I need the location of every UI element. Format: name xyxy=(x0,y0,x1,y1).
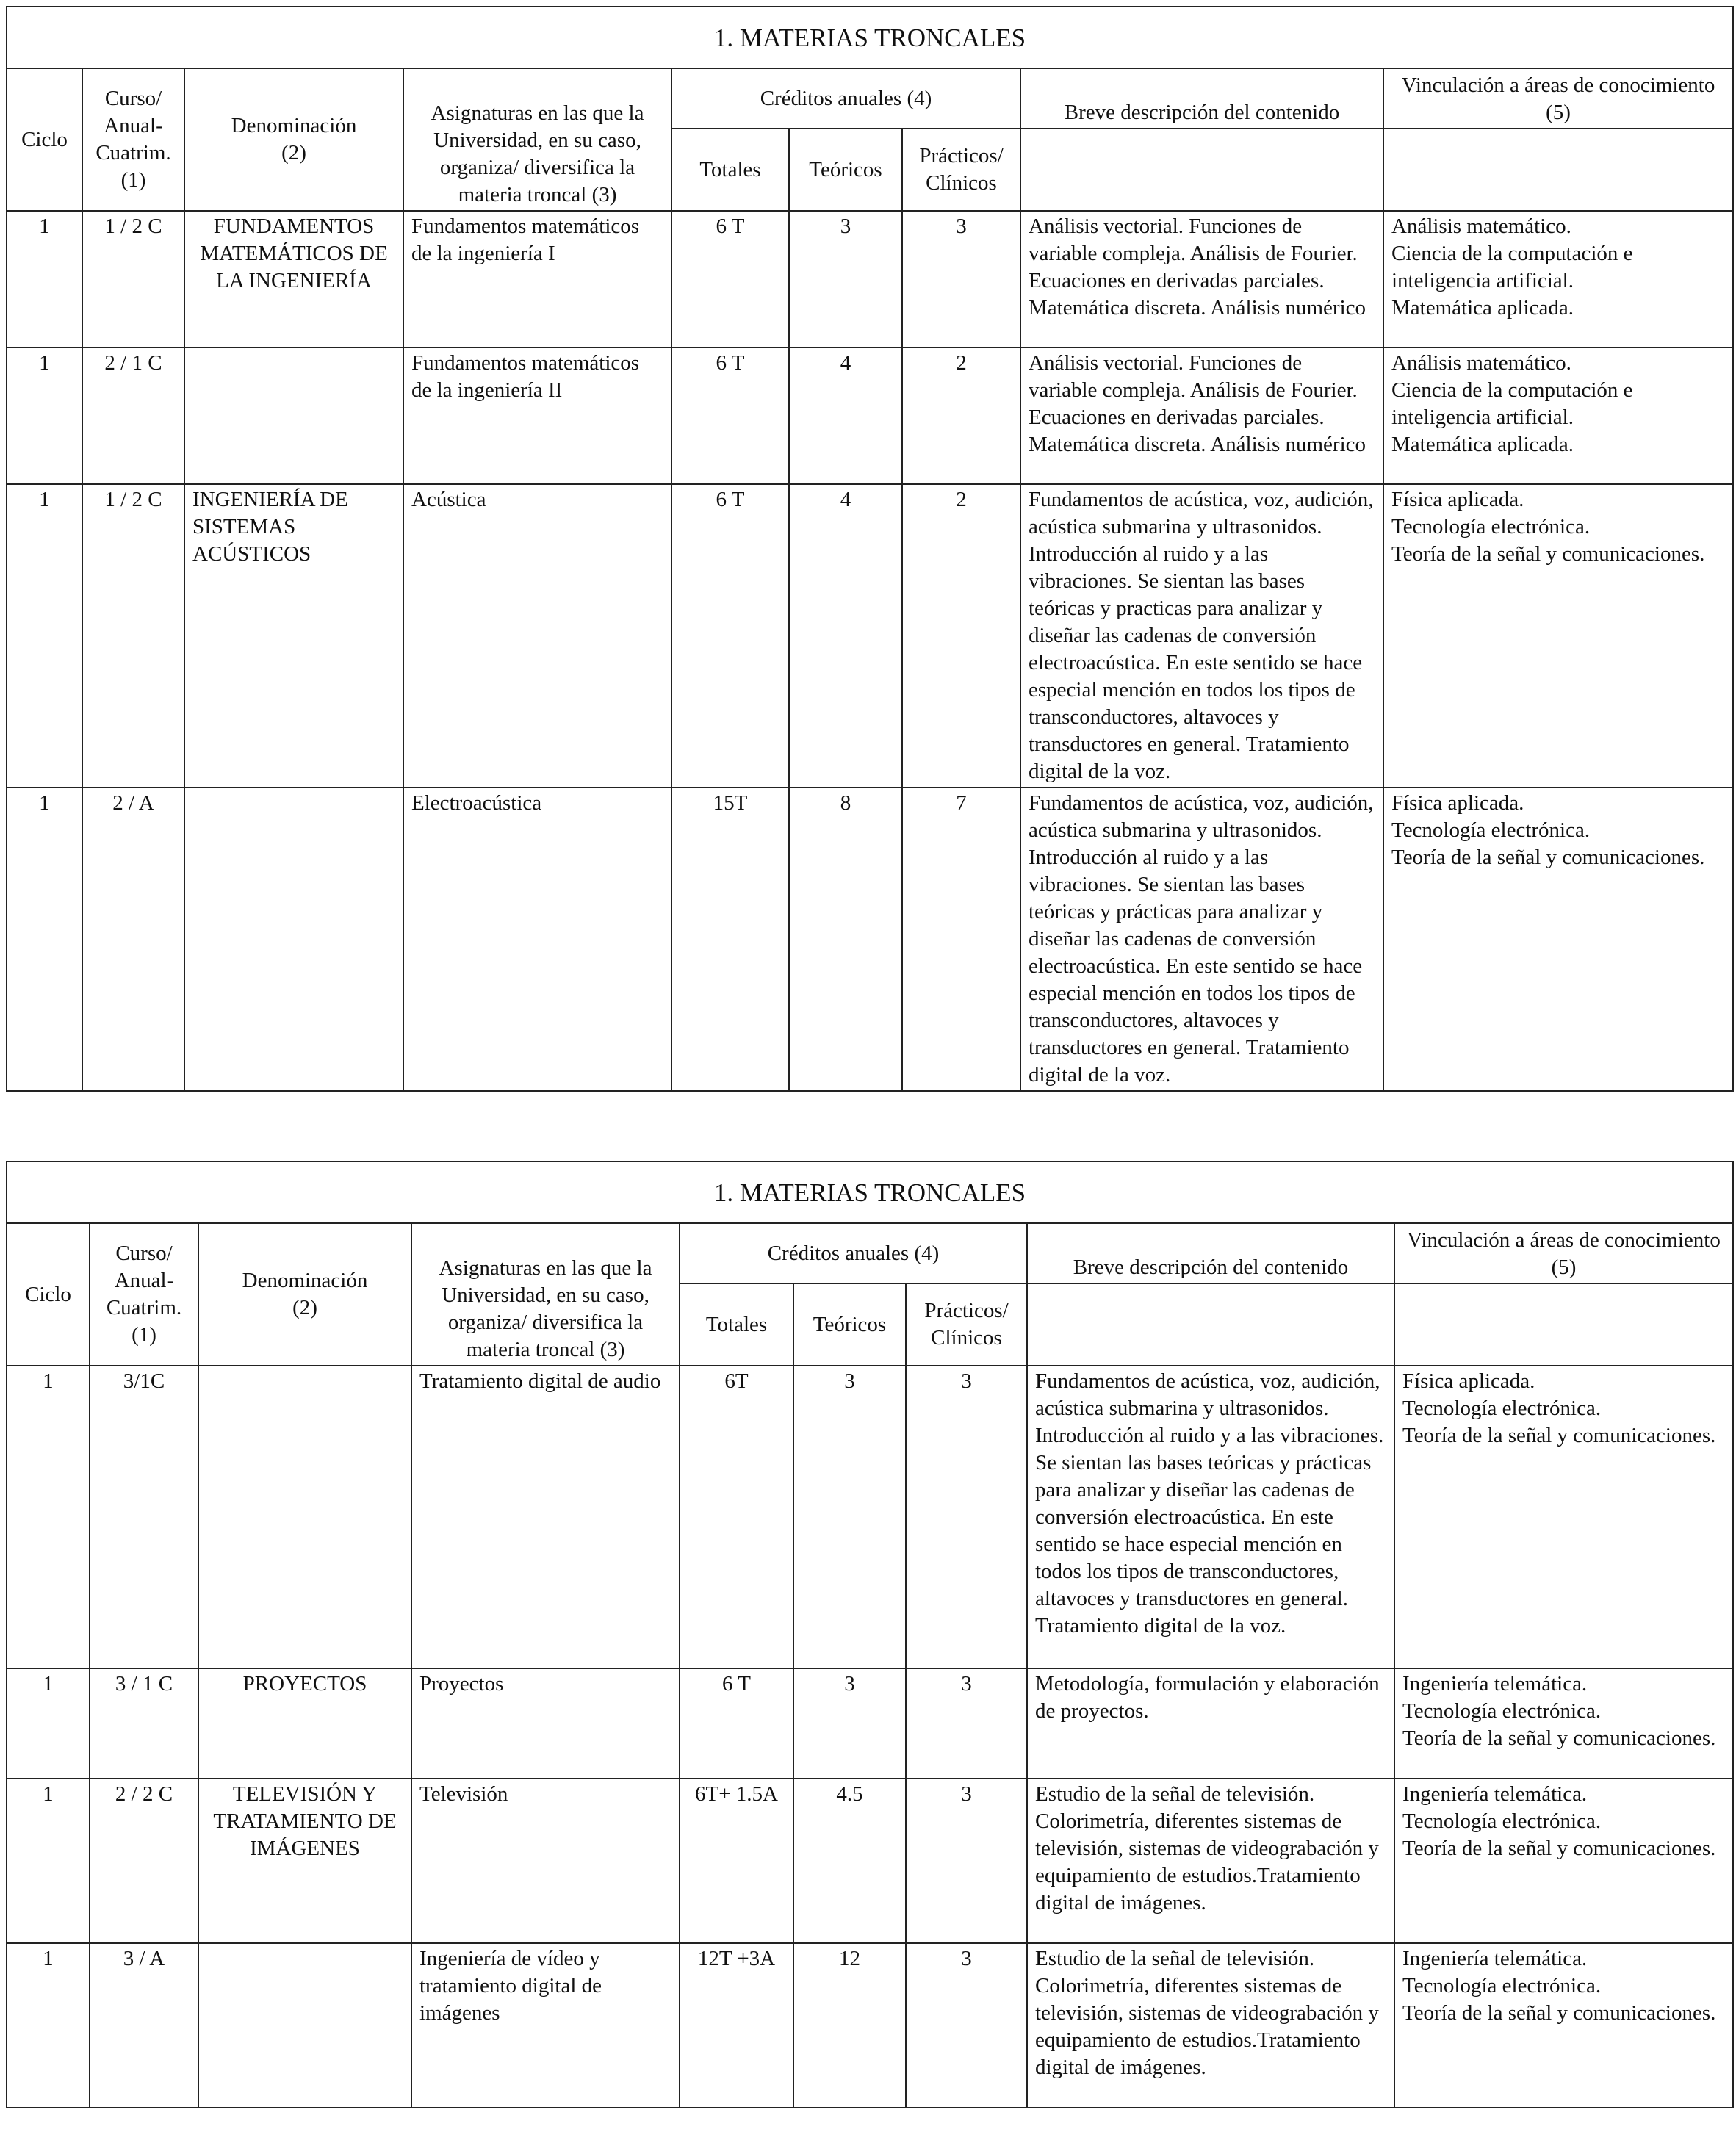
header-teoricos: Teóricos xyxy=(793,1283,906,1366)
materias-table xyxy=(6,1161,1734,2108)
cell-descripcion: Metodología, formulación y elaboración de proyectos. xyxy=(1027,1668,1394,1779)
cell-practicos: 3 xyxy=(906,1779,1027,1943)
cell-denominacion xyxy=(184,788,403,1091)
table-row xyxy=(7,1668,1733,1779)
materias-table xyxy=(6,6,1734,1092)
cell-ciclo: 1 xyxy=(7,211,82,347)
header-creditos: Créditos anuales (4) xyxy=(680,1223,1027,1283)
cell-practicos: 7 xyxy=(902,788,1020,1091)
header-denominacion: Denominación (2) xyxy=(184,68,403,211)
cell-totales: 15T xyxy=(671,788,789,1091)
cell-denominacion xyxy=(198,1366,411,1668)
cell-practicos: 3 xyxy=(902,211,1020,347)
cell-curso: 3 / 1 C xyxy=(90,1668,198,1779)
header-blank xyxy=(1394,1283,1733,1366)
cell-descripcion: Fundamentos de acústica, voz, audición, acústica submarina y ultrasonidos. Introducción al ruido y a las vibraciones. Se sientan las bases teóricas y practicas para analizar y diseñar las cadenas de conversión electroacústica. En este sentido se hace especial mención en todos los tipos de transconductores, altavoces y transductores en general. Tratamiento digital de la voz. xyxy=(1020,484,1383,788)
header-blank xyxy=(1383,129,1733,211)
table-row xyxy=(7,1366,1733,1668)
header-ciclo: Ciclo xyxy=(7,68,82,211)
header-denominacion: Denominación (2) xyxy=(198,1223,411,1366)
cell-vinculacion: Ingeniería telemática. Tecnología electrónica. Teoría de la señal y comunicaciones. xyxy=(1394,1943,1733,2108)
header-asignaturas: Asignaturas en las que la Universidad, en su caso, organiza/ diversifica la materia troncal (3) xyxy=(403,68,671,211)
table-title: 1. MATERIAS TRONCALES xyxy=(7,7,1733,68)
table-title: 1. MATERIAS TRONCALES xyxy=(7,1161,1733,1223)
cell-descripcion: Estudio de la señal de televisión. Colorimetría, diferentes sistemas de televisión, sistemas de videograbación y equipamiento de estudios.Tratamiento digital de imágenes. xyxy=(1027,1943,1394,2108)
cell-asignatura: Televisión xyxy=(411,1779,680,1943)
cell-ciclo: 1 xyxy=(7,347,82,484)
cell-ciclo: 1 xyxy=(7,1366,90,1668)
header-totales: Totales xyxy=(680,1283,793,1366)
header-asignaturas: Asignaturas en las que la Universidad, en su caso, organiza/ diversifica la materia troncal (3) xyxy=(411,1223,680,1366)
table-row xyxy=(7,1779,1733,1943)
cell-vinculacion: Ingeniería telemática. Tecnología electrónica. Teoría de la señal y comunicaciones. xyxy=(1394,1668,1733,1779)
cell-ciclo: 1 xyxy=(7,788,82,1091)
cell-vinculacion: Análisis matemático. Ciencia de la computación e inteligencia artificial. Matemática aplicada. xyxy=(1383,347,1733,484)
cell-ciclo: 1 xyxy=(7,1943,90,2108)
cell-denominacion xyxy=(184,347,403,484)
cell-teoricos: 8 xyxy=(789,788,902,1091)
cell-asignatura: Fundamentos matemáticos de la ingeniería II xyxy=(403,347,671,484)
cell-vinculacion: Ingeniería telemática. Tecnología electrónica. Teoría de la señal y comunicaciones. xyxy=(1394,1779,1733,1943)
cell-curso: 1 / 2 C xyxy=(82,484,184,788)
cell-asignatura: Electroacústica xyxy=(403,788,671,1091)
cell-practicos: 3 xyxy=(906,1943,1027,2108)
cell-descripcion: Análisis vectorial. Funciones de variable compleja. Análisis de Fourier. Ecuaciones en derivadas parciales. Matemática discreta. Análisis numérico xyxy=(1020,211,1383,347)
cell-totales: 6T+ 1.5A xyxy=(680,1779,793,1943)
header-ciclo: Ciclo xyxy=(7,1223,90,1366)
cell-totales: 6 T xyxy=(671,484,789,788)
cell-denominacion: INGENIERÍA DE SISTEMAS ACÚSTICOS xyxy=(184,484,403,788)
cell-totales: 12T +3A xyxy=(680,1943,793,2108)
cell-descripcion: Análisis vectorial. Funciones de variable compleja. Análisis de Fourier. Ecuaciones en derivadas parciales. Matemática discreta. Análisis numérico xyxy=(1020,347,1383,484)
header-descripcion: Breve descripción del contenido xyxy=(1027,1223,1394,1283)
cell-curso: 2 / A xyxy=(82,788,184,1091)
cell-vinculacion: Física aplicada. Tecnología electrónica. Teoría de la señal y comunicaciones. xyxy=(1383,788,1733,1091)
cell-denominacion: FUNDAMENTOS MATEMÁTICOS DE LA INGENIERÍA xyxy=(184,211,403,347)
cell-teoricos: 4 xyxy=(789,347,902,484)
cell-teoricos: 4.5 xyxy=(793,1779,906,1943)
cell-teoricos: 3 xyxy=(793,1668,906,1779)
cell-vinculacion: Análisis matemático. Ciencia de la computación e inteligencia artificial. Matemática aplicada. xyxy=(1383,211,1733,347)
cell-denominacion: TELEVISIÓN Y TRATAMIENTO DE IMÁGENES xyxy=(198,1779,411,1943)
header-vinculacion: Vinculación a áreas de conocimiento (5) xyxy=(1383,68,1733,129)
cell-totales: 6 T xyxy=(680,1668,793,1779)
cell-practicos: 2 xyxy=(902,347,1020,484)
cell-teoricos: 12 xyxy=(793,1943,906,2108)
header-vinculacion: Vinculación a áreas de conocimiento (5) xyxy=(1394,1223,1733,1283)
cell-denominacion: PROYECTOS xyxy=(198,1668,411,1779)
cell-teoricos: 3 xyxy=(793,1366,906,1668)
cell-totales: 6 T xyxy=(671,347,789,484)
table-row xyxy=(7,347,1733,484)
header-blank xyxy=(1027,1283,1394,1366)
cell-ciclo: 1 xyxy=(7,1668,90,1779)
header-curso: Curso/ Anual- Cuatrim. (1) xyxy=(90,1223,198,1366)
cell-vinculacion: Física aplicada. Tecnología electrónica. Teoría de la señal y comunicaciones. xyxy=(1394,1366,1733,1668)
header-practicos: Prácticos/ Clínicos xyxy=(902,129,1020,211)
cell-teoricos: 3 xyxy=(789,211,902,347)
cell-curso: 2 / 1 C xyxy=(82,347,184,484)
cell-asignatura: Proyectos xyxy=(411,1668,680,1779)
cell-curso: 3 / A xyxy=(90,1943,198,2108)
cell-descripcion: Fundamentos de acústica, voz, audición, acústica submarina y ultrasonidos. Introducción al ruido y a las vibraciones. Se sientan las bases teóricas y prácticas para analizar y diseñar las cadenas de conversión electroacústica. En este sentido se hace especial mención en todos los tipos de transconductores, altavoces y transductores en general. Tratamiento digital de la voz. xyxy=(1020,788,1383,1091)
cell-asignatura: Acústica xyxy=(403,484,671,788)
cell-totales: 6 T xyxy=(671,211,789,347)
header-blank xyxy=(1020,129,1383,211)
table-row xyxy=(7,788,1733,1091)
header-practicos: Prácticos/ Clínicos xyxy=(906,1283,1027,1366)
cell-asignatura: Tratamiento digital de audio xyxy=(411,1366,680,1668)
header-curso: Curso/ Anual- Cuatrim. (1) xyxy=(82,68,184,211)
cell-curso: 2 / 2 C xyxy=(90,1779,198,1943)
cell-ciclo: 1 xyxy=(7,484,82,788)
cell-descripcion: Estudio de la señal de televisión. Colorimetría, diferentes sistemas de televisión, sistemas de videograbación y equipamiento de estudios.Tratamiento digital de imágenes. xyxy=(1027,1779,1394,1943)
cell-practicos: 3 xyxy=(906,1668,1027,1779)
cell-totales: 6T xyxy=(680,1366,793,1668)
cell-curso: 1 / 2 C xyxy=(82,211,184,347)
cell-practicos: 3 xyxy=(906,1366,1027,1668)
cell-curso: 3/1C xyxy=(90,1366,198,1668)
cell-asignatura: Fundamentos matemáticos de la ingeniería I xyxy=(403,211,671,347)
cell-practicos: 2 xyxy=(902,484,1020,788)
cell-teoricos: 4 xyxy=(789,484,902,788)
cell-denominacion xyxy=(198,1943,411,2108)
cell-ciclo: 1 xyxy=(7,1779,90,1943)
header-totales: Totales xyxy=(671,129,789,211)
header-descripcion: Breve descripción del contenido xyxy=(1020,68,1383,129)
cell-asignatura: Ingeniería de vídeo y tratamiento digital de imágenes xyxy=(411,1943,680,2108)
cell-descripcion: Fundamentos de acústica, voz, audición, acústica submarina y ultrasonidos. Introducción al ruido y a las vibraciones. Se sientan las bases teóricas y prácticas para analizar y diseñar las cadenas de conversión electroacústica. En este sentido se hace especial mención en todos los tipos de transconductores, altavoces y transductores en general. Tratamiento digital de la voz. xyxy=(1027,1366,1394,1668)
header-teoricos: Teóricos xyxy=(789,129,902,211)
table-row xyxy=(7,211,1733,347)
table-row xyxy=(7,484,1733,788)
cell-vinculacion: Física aplicada. Tecnología electrónica. Teoría de la señal y comunicaciones. xyxy=(1383,484,1733,788)
header-creditos: Créditos anuales (4) xyxy=(671,68,1020,129)
table-row xyxy=(7,1943,1733,2108)
